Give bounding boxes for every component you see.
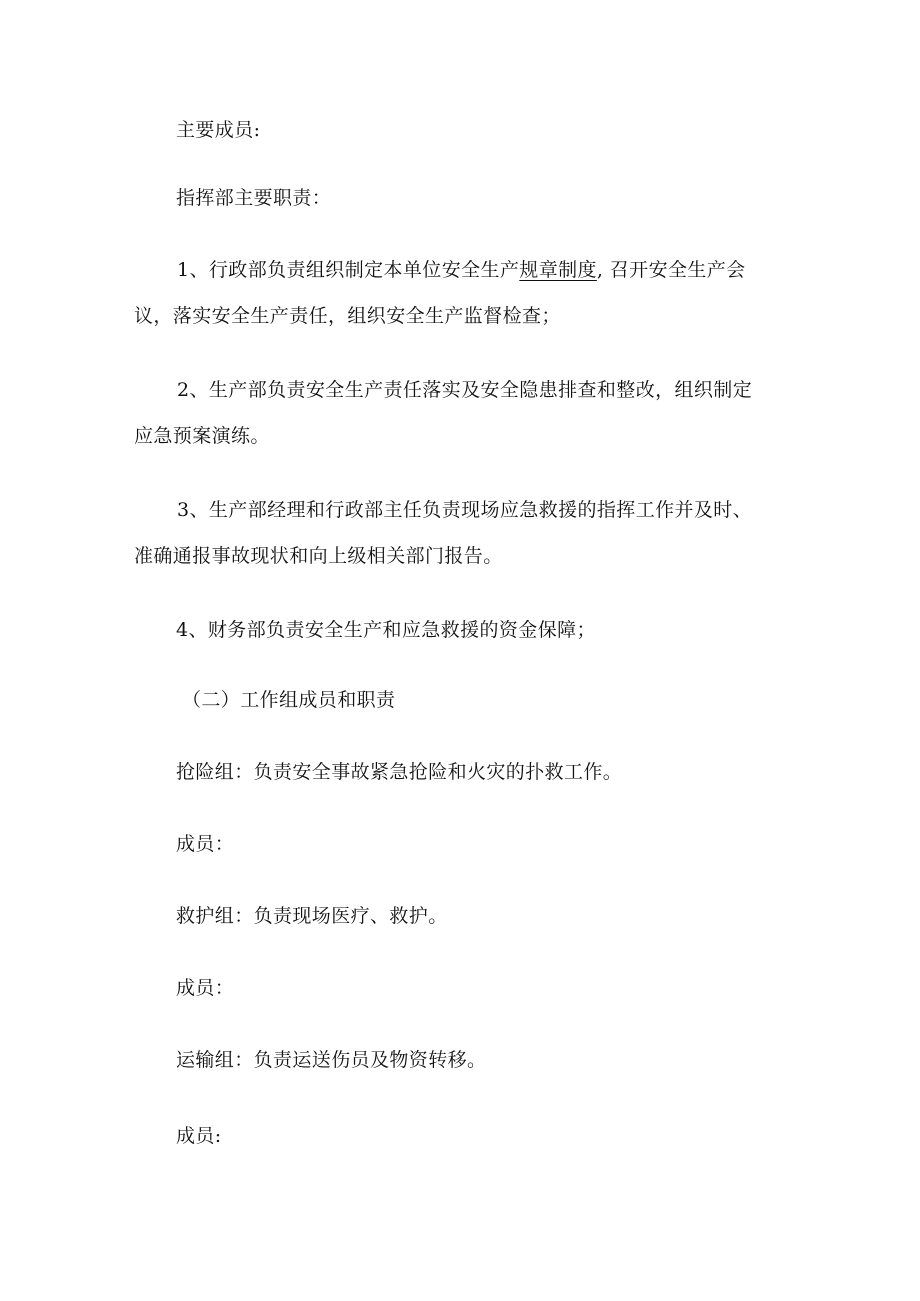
rescue-group-members: 成员： [176, 833, 235, 855]
rescue-group: 抢险组：负责安全事故紧急抢险和火灾的扑救工作。 [176, 761, 623, 783]
duty-3-line-2: 准确通报事故现状和向上级相关部门报告。 [134, 545, 503, 567]
hq-duties-heading: 指挥部主要职责： [176, 187, 332, 209]
duty-1-suffix: , 召开安全生产会 [596, 259, 746, 281]
duty-2-line-1: 2、生产部负责安全生产责任落实及安全隐患排查和整改，组织制定 [177, 379, 753, 401]
duty-4: 4、财务部负责安全生产和应急救援的资金保障； [176, 619, 596, 641]
section-2-heading: （二）工作组成员和职责 [182, 689, 396, 711]
main-members-label: 主要成员: [176, 119, 261, 141]
regulations-link-text: 规章制度 [519, 259, 597, 281]
duty-1-line-1 [177, 258, 746, 282]
aid-group-members: 成员： [176, 977, 235, 999]
transport-group: 运输组：负责运送伤员及物资转移。 [176, 1049, 487, 1071]
duty-3-line-1: 3、生产部经理和行政部主任负责现场应急救援的指挥工作并及时、 [177, 499, 753, 521]
duty-1-prefix: 1、行政部负责组织制定本单位安全生产 [177, 259, 520, 281]
duty-1-line-2: 议，落实安全生产责任，组织安全生产监督检查； [134, 305, 561, 327]
transport-group-members: 成员: [176, 1125, 222, 1147]
aid-group: 救护组：负责现场医疗、救护。 [176, 905, 448, 927]
duty-2-line-2: 应急预案演练。 [134, 425, 270, 447]
